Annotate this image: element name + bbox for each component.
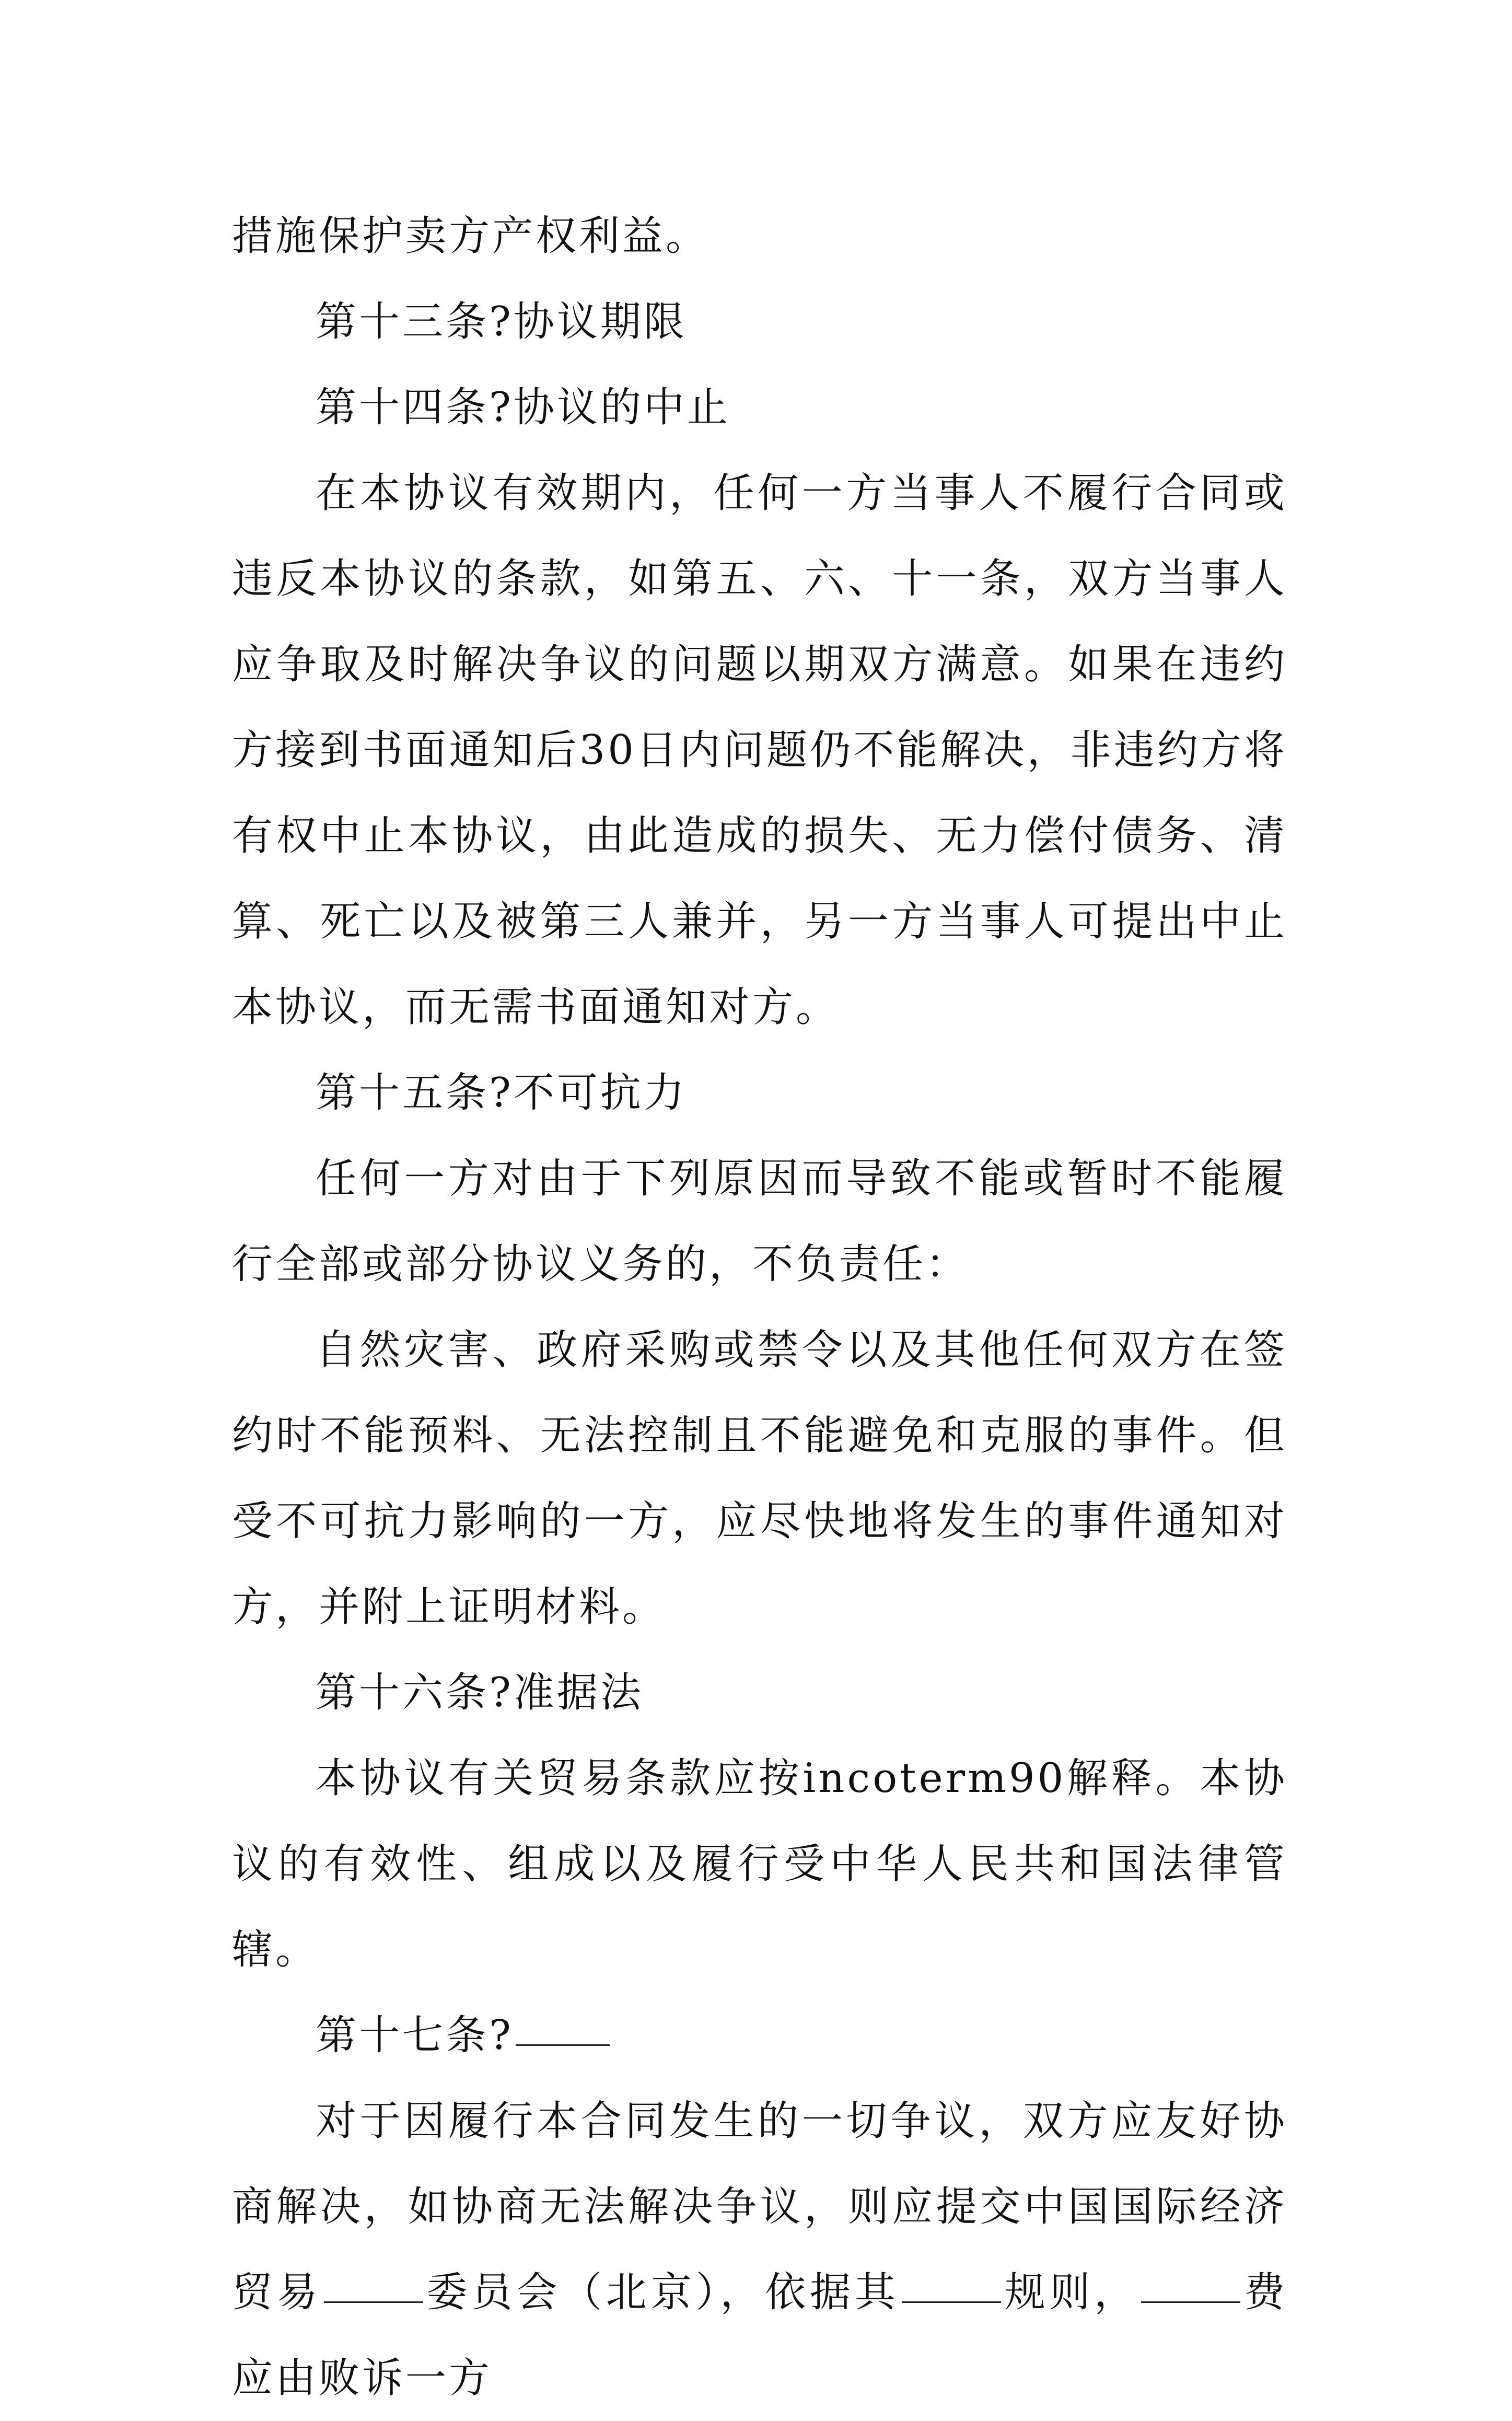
article-17-text-1: 对于因履行本合同发生的一切争议，双方应友好协商解决，如协商无法解决争议，则应提交中国国际经济贸易 <box>232 2098 1287 2316</box>
article-17-text-3: 规则， <box>1003 2269 1139 2316</box>
paragraph-continuation: 措施保护卖方产权利益。 <box>232 213 710 260</box>
article-17-heading <box>232 1993 1287 2078</box>
article-17-label: 第十七条? <box>316 2012 514 2059</box>
article-14-body: 在本协议有效期内，任何一方当事人不履行合同或违反本协议的条款，如第五、六、十一条，双方当事人应争取及时解决争议的问题以期双方满意。如果在违约方接到书面通知后30日内问题仍不能解决，非违约方将有权中止本协议，由此造成的损失、无力偿付债务、清算、死亡以及被第三人兼并，另一方当事人可提出中止本协议，而无需书面通知对方。 <box>232 470 1287 1031</box>
article-15-body-1: 任何一方对由于下列原因而导致不能或暂时不能履行全部或部分协议义务的，不负责任： <box>232 1155 1287 1288</box>
article-16-body: 本协议有关贸易条款应按incoterm90解释。本协议的有效性、组成以及履行受中华人民共和国法律管辖。 <box>232 1755 1287 1973</box>
article-15-body-2: 自然灾害、政府采购或禁令以及其他任何双方在签约时不能预料、无法控制且不能避免和克服的事件。但受不可抗力影响的一方，应尽快地将发生的事件通知对方，并附上证明材料。 <box>232 1326 1287 1631</box>
arbitration-blank-1 <box>324 2301 423 2303</box>
arbitration-rules-blank <box>902 2301 1001 2303</box>
article-13-heading: 第十三条?协议期限 <box>316 298 687 345</box>
article-17-body <box>232 2078 1287 2421</box>
article-17-text-4: 费应由败诉一方 <box>232 2269 1287 2402</box>
article-17-title-blank <box>516 2044 610 2046</box>
article-17-text-2: 委员会（北京），依据其 <box>425 2269 900 2316</box>
fee-blank <box>1141 2301 1240 2303</box>
document-body <box>232 193 1287 2421</box>
article-15-heading: 第十五条?不可抗力 <box>316 1069 687 1116</box>
article-16-heading: 第十六条?准据法 <box>316 1669 644 1716</box>
article-14-heading: 第十四条?协议的中止 <box>316 384 730 431</box>
